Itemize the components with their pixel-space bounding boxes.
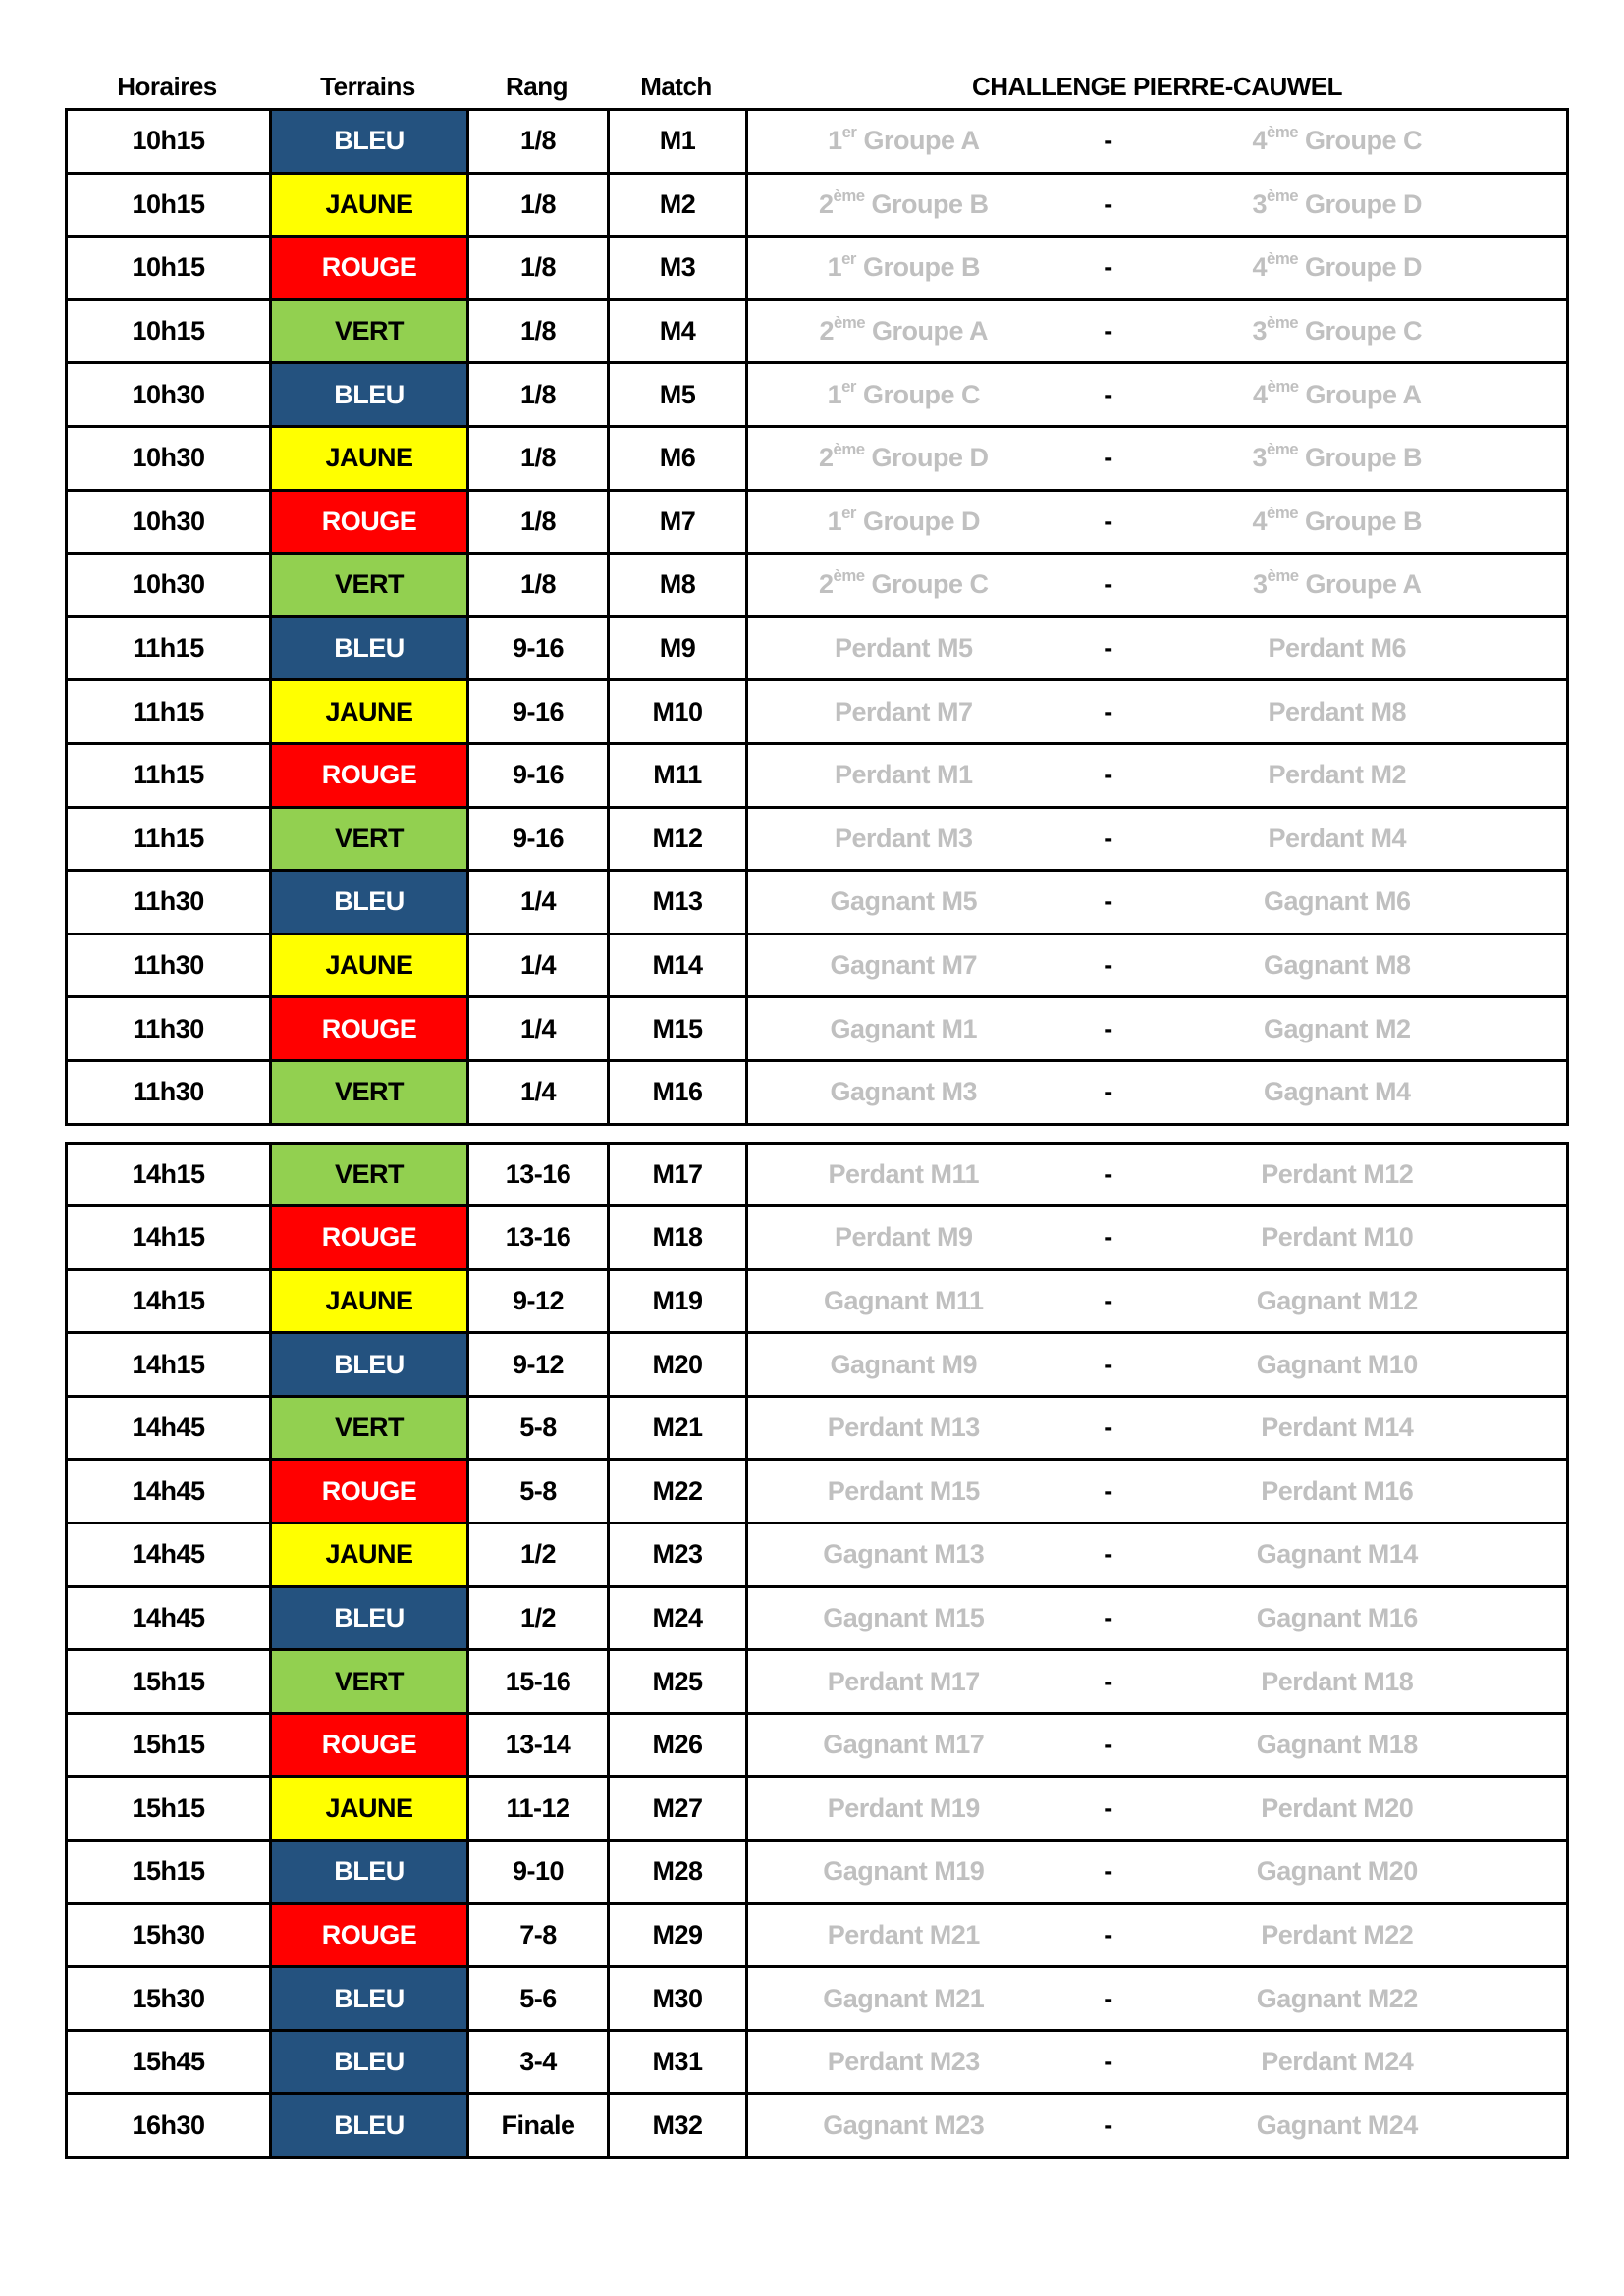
challenge-cell [748, 1145, 1566, 1205]
team-right: Perdant M6 [1268, 633, 1407, 664]
team-right: Gagnant M14 [1256, 1539, 1418, 1570]
team-right: 3ème Groupe B [1252, 440, 1423, 473]
match-cell: M20 [610, 1334, 748, 1395]
table-row [68, 745, 1566, 809]
match-cell: M21 [610, 1398, 748, 1459]
rang-cell: 9-12 [469, 1271, 610, 1332]
challenge-cell [748, 1461, 1566, 1522]
rang-cell: 1/8 [469, 301, 610, 362]
team-right: Gagnant M18 [1256, 1730, 1418, 1760]
table-row [68, 935, 1566, 999]
horaire-cell: 15h15 [68, 1651, 272, 1712]
match-cell: M12 [610, 809, 748, 870]
vs-dash: - [1104, 1158, 1112, 1189]
terrain-cell: JAUNE [272, 175, 469, 236]
table-row [68, 1842, 1566, 1905]
table-row [68, 238, 1566, 301]
team-right: Perdant M12 [1261, 1158, 1414, 1189]
team-left: Perdant M5 [835, 633, 973, 664]
team-left: 1er Groupe A [828, 123, 980, 156]
schedule-sheet [65, 43, 1569, 2159]
terrain-cell: BLEU [272, 2032, 469, 2093]
team-left: Gagnant M17 [823, 1730, 985, 1760]
team-right: 4ème Groupe C [1252, 123, 1423, 156]
vs-dash: - [1104, 1413, 1112, 1443]
team-left: Gagnant M13 [823, 1539, 985, 1570]
horaire-cell: 15h15 [68, 1842, 272, 1902]
rang-cell: 5-8 [469, 1461, 610, 1522]
team-left: Perdant M1 [835, 760, 973, 790]
team-left: Perdant M19 [827, 1792, 980, 1823]
match-cell: M32 [610, 2095, 748, 2156]
challenge-cell [748, 809, 1566, 870]
terrain-cell: ROUGE [272, 745, 469, 806]
rang-cell: 1/8 [469, 175, 610, 236]
vs-dash: - [1104, 950, 1112, 981]
team-right: Gagnant M22 [1256, 1983, 1418, 2013]
team-left: Perdant M9 [835, 1222, 973, 1253]
team-left: Gagnant M5 [830, 886, 978, 917]
challenge-cell [748, 1207, 1566, 1268]
challenge-cell [748, 1062, 1566, 1123]
vs-dash: - [1104, 1013, 1112, 1043]
match-cell: M4 [610, 301, 748, 362]
vs-dash: - [1104, 1919, 1112, 1949]
terrain-cell: VERT [272, 1398, 469, 1459]
rang-cell: Finale [469, 2095, 610, 2156]
team-left: 1er Groupe D [827, 503, 980, 536]
team-right: Perdant M24 [1261, 2047, 1414, 2077]
table-row [68, 681, 1566, 745]
vs-dash: - [1104, 1222, 1112, 1253]
terrain-cell: ROUGE [272, 1715, 469, 1776]
rang-cell: 9-16 [469, 745, 610, 806]
column-header-rang: Rang [506, 72, 568, 101]
rang-cell: 7-8 [469, 1905, 610, 1966]
team-right: Gagnant M10 [1256, 1349, 1418, 1379]
match-cell: M27 [610, 1778, 748, 1839]
match-cell: M15 [610, 998, 748, 1059]
vs-dash: - [1104, 316, 1112, 347]
challenge-cell [748, 1905, 1566, 1966]
challenge-cell [748, 492, 1566, 553]
column-headers [65, 43, 1569, 108]
challenge-cell [748, 1715, 1566, 1776]
match-cell: M8 [610, 555, 748, 615]
match-cell: M31 [610, 2032, 748, 2093]
horaire-cell: 15h30 [68, 1968, 272, 2029]
rang-cell: 1/4 [469, 935, 610, 996]
challenge-cell [748, 745, 1566, 806]
horaire-cell: 11h15 [68, 681, 272, 742]
team-left: 1er Groupe C [827, 376, 980, 409]
rang-cell: 1/4 [469, 998, 610, 1059]
team-left: 1er Groupe B [827, 249, 980, 283]
terrain-cell: BLEU [272, 2095, 469, 2156]
terrain-cell: BLEU [272, 1334, 469, 1395]
challenge-cell [748, 2095, 1566, 2156]
team-right: Perdant M20 [1261, 1792, 1414, 1823]
challenge-cell [748, 998, 1566, 1059]
vs-dash: - [1104, 696, 1112, 726]
table-row [68, 618, 1566, 682]
rang-cell: 1/8 [469, 111, 610, 172]
match-cell: M13 [610, 872, 748, 933]
rang-cell: 1/4 [469, 872, 610, 933]
team-right: 4ème Groupe D [1252, 249, 1423, 283]
match-cell: M24 [610, 1588, 748, 1649]
team-right: Gagnant M24 [1256, 2109, 1418, 2140]
team-right: Gagnant M8 [1264, 950, 1411, 981]
match-cell: M23 [610, 1524, 748, 1585]
team-right: 3ème Groupe C [1252, 313, 1423, 347]
team-left: Perdant M23 [827, 2047, 980, 2077]
match-cell: M29 [610, 1905, 748, 1966]
match-cell: M22 [610, 1461, 748, 1522]
vs-dash: - [1104, 886, 1112, 917]
rang-cell: 9-16 [469, 681, 610, 742]
vs-dash: - [1104, 1349, 1112, 1379]
rang-cell: 1/2 [469, 1588, 610, 1649]
team-right: Gagnant M2 [1264, 1013, 1411, 1043]
vs-dash: - [1104, 379, 1112, 409]
rang-cell: 9-12 [469, 1334, 610, 1395]
team-left: Gagnant M7 [830, 950, 978, 981]
vs-dash: - [1104, 1730, 1112, 1760]
team-left: 2ème Groupe B [819, 186, 989, 219]
rang-cell: 9-10 [469, 1842, 610, 1902]
vs-dash: - [1104, 2047, 1112, 2077]
terrain-cell: ROUGE [272, 1905, 469, 1966]
match-cell: M14 [610, 935, 748, 996]
table-row [68, 428, 1566, 492]
team-left: Perdant M17 [827, 1666, 980, 1696]
rang-cell: 1/2 [469, 1524, 610, 1585]
terrain-cell: JAUNE [272, 1271, 469, 1332]
table-row [68, 1461, 1566, 1524]
horaire-cell: 14h15 [68, 1271, 272, 1332]
challenge-cell [748, 1778, 1566, 1839]
terrain-cell: VERT [272, 1651, 469, 1712]
terrain-cell: BLEU [272, 364, 469, 425]
terrain-cell: BLEU [272, 1842, 469, 1902]
team-left: Perdant M11 [828, 1158, 980, 1189]
team-right: Gagnant M6 [1264, 886, 1411, 917]
team-right: Perdant M8 [1268, 696, 1407, 726]
horaire-cell: 11h15 [68, 745, 272, 806]
terrain-cell: ROUGE [272, 998, 469, 1059]
match-cell: M3 [610, 238, 748, 298]
page-title: CHALLENGE PIERRE-CAUWEL [971, 72, 1343, 101]
vs-dash: - [1104, 1475, 1112, 1506]
challenge-cell [748, 681, 1566, 742]
rang-cell: 15-16 [469, 1651, 610, 1712]
challenge-cell [748, 364, 1566, 425]
vs-dash: - [1104, 1856, 1112, 1887]
horaire-cell: 14h45 [68, 1524, 272, 1585]
team-right: 4ème Groupe A [1252, 376, 1422, 409]
rang-cell: 1/4 [469, 1062, 610, 1123]
team-left: Perdant M13 [827, 1413, 980, 1443]
vs-dash: - [1104, 1602, 1112, 1632]
team-right: Perdant M14 [1261, 1413, 1414, 1443]
table-row [68, 1905, 1566, 1969]
challenge-cell [748, 1588, 1566, 1649]
rang-cell: 13-16 [469, 1145, 610, 1205]
vs-dash: - [1104, 2109, 1112, 2140]
terrain-cell: BLEU [272, 1968, 469, 2029]
terrain-cell: BLEU [272, 1588, 469, 1649]
team-left: 2ème Groupe A [819, 313, 989, 347]
vs-dash: - [1104, 823, 1112, 853]
rang-cell: 1/8 [469, 428, 610, 489]
table-row [68, 1651, 1566, 1715]
horaire-cell: 10h30 [68, 492, 272, 553]
challenge-cell [748, 1651, 1566, 1712]
table-row [68, 111, 1566, 175]
terrain-cell: ROUGE [272, 1461, 469, 1522]
challenge-cell [748, 618, 1566, 679]
table-row [68, 1715, 1566, 1779]
match-cell: M6 [610, 428, 748, 489]
team-right: Gagnant M20 [1256, 1856, 1418, 1887]
team-right: 3ème Groupe D [1252, 186, 1423, 219]
challenge-cell [748, 1271, 1566, 1332]
challenge-cell [748, 1968, 1566, 2029]
table-row [68, 1062, 1566, 1123]
vs-dash: - [1104, 1077, 1112, 1107]
vs-dash: - [1104, 188, 1112, 219]
horaire-cell: 11h15 [68, 809, 272, 870]
team-right: Perdant M22 [1261, 1919, 1414, 1949]
challenge-cell [748, 1334, 1566, 1395]
team-left: Perdant M7 [835, 696, 973, 726]
match-cell: M19 [610, 1271, 748, 1332]
team-right: 3ème Groupe A [1252, 566, 1422, 600]
vs-dash: - [1104, 126, 1112, 156]
match-cell: M26 [610, 1715, 748, 1776]
match-cell: M2 [610, 175, 748, 236]
match-cell: M10 [610, 681, 748, 742]
team-left: 2ème Groupe C [819, 566, 989, 600]
challenge-cell [748, 872, 1566, 933]
table-row [68, 492, 1566, 556]
rang-cell: 9-16 [469, 809, 610, 870]
table-row [68, 1207, 1566, 1271]
challenge-cell [748, 935, 1566, 996]
vs-dash: - [1104, 1983, 1112, 2013]
horaire-cell: 14h15 [68, 1207, 272, 1268]
team-right: Gagnant M16 [1256, 1602, 1418, 1632]
horaire-cell: 10h30 [68, 428, 272, 489]
rang-cell: 9-16 [469, 618, 610, 679]
table-row [68, 301, 1566, 365]
rang-cell: 5-6 [469, 1968, 610, 2029]
team-left: Perdant M21 [827, 1919, 980, 1949]
match-cell: M16 [610, 1062, 748, 1123]
terrain-cell: JAUNE [272, 1524, 469, 1585]
morning-schedule-table [65, 108, 1569, 1126]
terrain-cell: VERT [272, 1062, 469, 1123]
vs-dash: - [1104, 506, 1112, 536]
table-row [68, 872, 1566, 935]
horaire-cell: 11h30 [68, 872, 272, 933]
challenge-cell [748, 1842, 1566, 1902]
team-right: Perdant M10 [1261, 1222, 1414, 1253]
team-right: Gagnant M12 [1256, 1285, 1418, 1315]
rang-cell: 1/8 [469, 364, 610, 425]
team-left: Gagnant M19 [823, 1856, 985, 1887]
team-left: Gagnant M23 [823, 2109, 985, 2140]
table-row [68, 175, 1566, 239]
terrain-cell: VERT [272, 301, 469, 362]
terrain-cell: JAUNE [272, 428, 469, 489]
terrain-cell: VERT [272, 555, 469, 615]
challenge-cell [748, 238, 1566, 298]
horaire-cell: 11h30 [68, 998, 272, 1059]
challenge-cell [748, 1398, 1566, 1459]
match-cell: M1 [610, 111, 748, 172]
horaire-cell: 15h15 [68, 1778, 272, 1839]
table-row [68, 1271, 1566, 1335]
team-left: Gagnant M15 [823, 1602, 985, 1632]
match-cell: M9 [610, 618, 748, 679]
team-right: Perdant M18 [1261, 1666, 1414, 1696]
terrain-cell: ROUGE [272, 1207, 469, 1268]
afternoon-schedule-table [65, 1142, 1569, 2160]
match-cell: M18 [610, 1207, 748, 1268]
challenge-cell [748, 111, 1566, 172]
horaire-cell: 15h30 [68, 1905, 272, 1966]
horaire-cell: 11h15 [68, 618, 272, 679]
table-row [68, 809, 1566, 873]
terrain-cell: BLEU [272, 872, 469, 933]
terrain-cell: BLEU [272, 618, 469, 679]
horaire-cell: 10h15 [68, 301, 272, 362]
horaire-cell: 10h15 [68, 111, 272, 172]
horaire-cell: 10h30 [68, 364, 272, 425]
table-row [68, 998, 1566, 1062]
match-cell: M28 [610, 1842, 748, 1902]
rang-cell: 5-8 [469, 1398, 610, 1459]
horaire-cell: 14h45 [68, 1461, 272, 1522]
team-left: Gagnant M1 [830, 1013, 978, 1043]
team-left: Perdant M15 [827, 1475, 980, 1506]
terrain-cell: JAUNE [272, 681, 469, 742]
terrain-cell: BLEU [272, 111, 469, 172]
vs-dash: - [1104, 1792, 1112, 1823]
team-left: Perdant M3 [835, 823, 973, 853]
challenge-cell [748, 301, 1566, 362]
challenge-cell [748, 555, 1566, 615]
table-row [68, 1334, 1566, 1398]
vs-dash: - [1104, 443, 1112, 473]
rang-cell: 1/8 [469, 492, 610, 553]
terrain-cell: ROUGE [272, 492, 469, 553]
rang-cell: 3-4 [469, 2032, 610, 2093]
terrain-cell: JAUNE [272, 1778, 469, 1839]
team-left: Gagnant M21 [823, 1983, 985, 2013]
team-right: 4ème Groupe B [1252, 503, 1423, 536]
horaire-cell: 15h45 [68, 2032, 272, 2093]
terrain-cell: VERT [272, 809, 469, 870]
rang-cell: 13-16 [469, 1207, 610, 1268]
horaire-cell: 14h15 [68, 1145, 272, 1205]
horaire-cell: 10h15 [68, 238, 272, 298]
column-header-match: Match [640, 72, 712, 101]
team-left: Gagnant M9 [830, 1349, 978, 1379]
challenge-cell [748, 428, 1566, 489]
horaire-cell: 15h15 [68, 1715, 272, 1776]
table-row [68, 2095, 1566, 2156]
match-cell: M11 [610, 745, 748, 806]
match-cell: M5 [610, 364, 748, 425]
team-right: Gagnant M4 [1264, 1077, 1411, 1107]
match-cell: M30 [610, 1968, 748, 2029]
table-row [68, 1398, 1566, 1462]
team-right: Perdant M16 [1261, 1475, 1414, 1506]
horaire-cell: 14h15 [68, 1334, 272, 1395]
match-cell: M17 [610, 1145, 748, 1205]
column-header-horaires: Horaires [117, 72, 217, 101]
table-row [68, 2032, 1566, 2096]
table-row [68, 1778, 1566, 1842]
horaire-cell: 11h30 [68, 935, 272, 996]
horaire-cell: 11h30 [68, 1062, 272, 1123]
team-right: Perdant M2 [1268, 760, 1407, 790]
vs-dash: - [1104, 1539, 1112, 1570]
vs-dash: - [1104, 1285, 1112, 1315]
table-row [68, 1145, 1566, 1208]
vs-dash: - [1104, 569, 1112, 600]
rang-cell: 1/8 [469, 555, 610, 615]
table-row [68, 364, 1566, 428]
horaire-cell: 14h45 [68, 1398, 272, 1459]
horaire-cell: 10h30 [68, 555, 272, 615]
team-left: 2ème Groupe D [819, 440, 989, 473]
challenge-cell [748, 1524, 1566, 1585]
rang-cell: 13-14 [469, 1715, 610, 1776]
terrain-cell: ROUGE [272, 238, 469, 298]
rang-cell: 11-12 [469, 1778, 610, 1839]
rang-cell: 1/8 [469, 238, 610, 298]
horaire-cell: 16h30 [68, 2095, 272, 2156]
table-row [68, 1588, 1566, 1652]
horaire-cell: 10h15 [68, 175, 272, 236]
table-row [68, 555, 1566, 618]
match-cell: M7 [610, 492, 748, 553]
horaire-cell: 14h45 [68, 1588, 272, 1649]
challenge-cell [748, 175, 1566, 236]
terrain-cell: VERT [272, 1145, 469, 1205]
team-left: Gagnant M11 [824, 1285, 984, 1315]
terrain-cell: JAUNE [272, 935, 469, 996]
challenge-cell [748, 2032, 1566, 2093]
team-right: Perdant M4 [1268, 823, 1407, 853]
vs-dash: - [1104, 633, 1112, 664]
vs-dash: - [1104, 1666, 1112, 1696]
match-cell: M25 [610, 1651, 748, 1712]
table-row [68, 1524, 1566, 1588]
team-left: Gagnant M3 [830, 1077, 978, 1107]
column-header-terrains: Terrains [320, 72, 415, 101]
table-row [68, 1968, 1566, 2032]
vs-dash: - [1104, 252, 1112, 283]
vs-dash: - [1104, 760, 1112, 790]
